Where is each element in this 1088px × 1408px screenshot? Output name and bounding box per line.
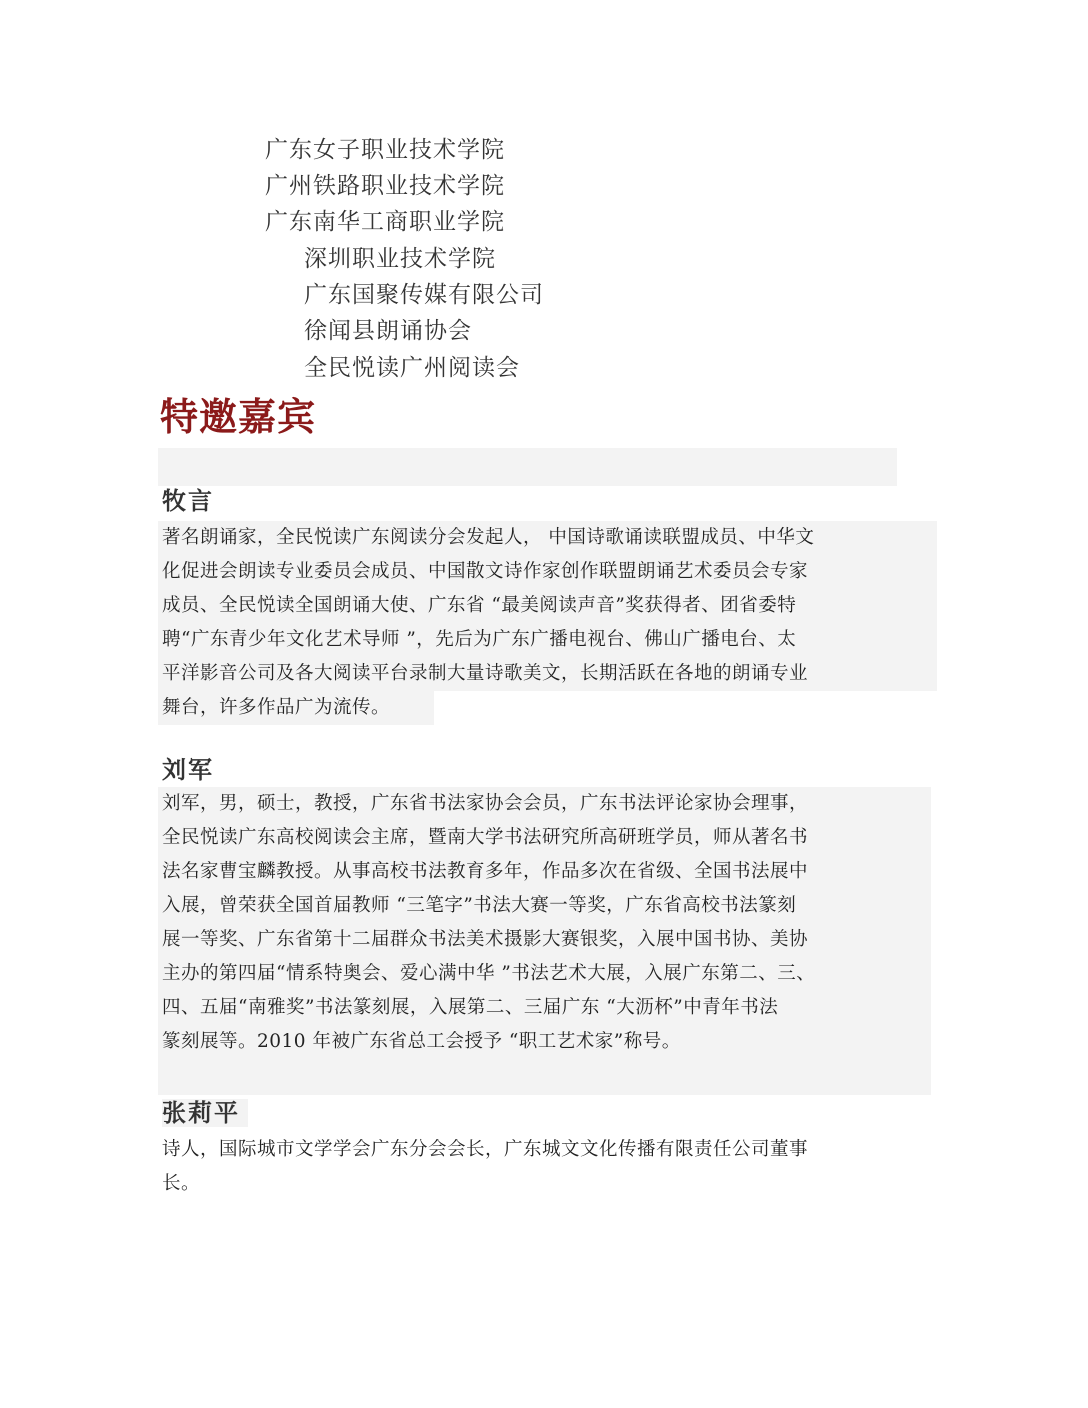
bio-line: 诗人，国际城市文学学会广东分会会长，广东城文文化传播有限责任公司董事	[162, 1139, 809, 1160]
bio-line: 主办的第四届“情系特奥会、爱心满中华 ”书法艺术大展，入展广东第二、三、	[162, 963, 816, 984]
bio-line: 平洋影音公司及各大阅读平台录制大量诗歌美文，长期活跃在各地的朗诵专业	[158, 657, 937, 691]
bio-line: 法名家曹宝麟教授。从事高校书法教育多年，作品多次在省级、全国书法展中	[162, 861, 809, 882]
organization-item: 全民悦读广州阅读会	[304, 355, 520, 381]
guest-name	[162, 755, 214, 785]
organization-item: 广州铁路职业技术学院	[265, 173, 505, 199]
bio-line: 化促进会朗读专业委员会成员、中国散文诗作家创作联盟朗诵艺术委员会专家	[158, 555, 937, 589]
section-divider	[158, 448, 897, 486]
bio-line: 舞台，许多作品广为流传。	[158, 691, 434, 725]
bio-line: 长。	[162, 1173, 201, 1194]
guest-name	[162, 486, 214, 516]
bio-line: 四、五届“南雅奖”书法篆刻展，入展第二、三届广东 “大沥杯”中青年书法	[162, 997, 779, 1018]
organization-item: 广东国聚传媒有限公司	[304, 282, 544, 308]
bio-line: 篆刻展等。2010 年被广东省总工会授予 “职工艺术家”称号。	[162, 1031, 681, 1052]
guest-name-text: 刘军	[162, 756, 214, 784]
bio-line: 著名朗诵家，全民悦读广东阅读分会发起人， 中国诗歌诵读联盟成员、中华文	[158, 521, 937, 555]
bio-line: 入展，曾荣获全国首届教师 “三笔字”书法大赛一等奖，广东省高校书法篆刻	[162, 895, 797, 916]
organization-item: 广东女子职业技术学院	[265, 137, 505, 163]
bio-line: 聘“广东青少年文化艺术导师 ”，先后为广东广播电视台、佛山广播电台、太	[158, 623, 937, 657]
guest-bio	[158, 787, 931, 1095]
organization-item: 徐闻县朗诵协会	[304, 318, 472, 344]
organization-item: 深圳职业技术学院	[304, 246, 496, 272]
guest-bio	[158, 1133, 808, 1201]
organization-item: 广东南华工商职业学院	[265, 209, 505, 235]
guest-name	[162, 1098, 248, 1128]
section-title: 特邀嘉宾	[160, 395, 317, 439]
guest-bio	[158, 521, 937, 725]
guest-name-text: 牧言	[162, 487, 214, 515]
bio-line: 刘军，男，硕士，教授，广东省书法家协会会员，广东书法评论家协会理事，	[162, 793, 809, 814]
guest-name-text: 张莉平	[162, 1099, 248, 1127]
bio-line: 成员、全民悦读全国朗诵大使、广东省 “最美阅读声音”奖获得者、团省委特	[158, 589, 937, 623]
bio-line: 展一等奖、广东省第十二届群众书法美术摄影大赛银奖，入展中国书协、美协	[162, 929, 809, 950]
bio-line: 全民悦读广东高校阅读会主席，暨南大学书法研究所高研班学员，师从著名书	[162, 827, 809, 848]
